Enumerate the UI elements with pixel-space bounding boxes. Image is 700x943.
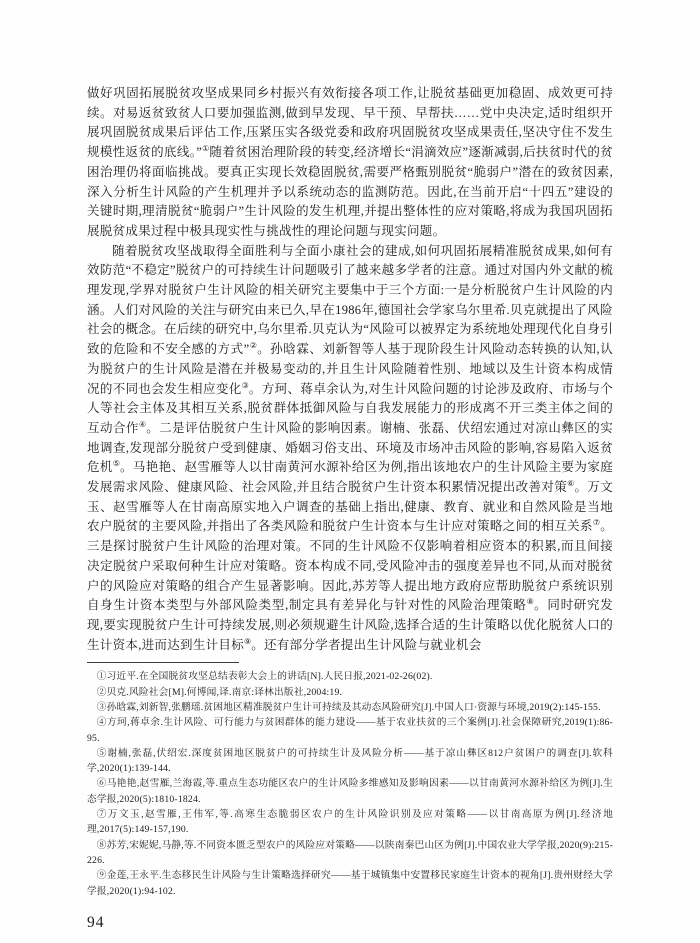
footnote-reference-mark: ⑤ xyxy=(112,459,121,469)
footnote-reference-mark: ③ xyxy=(241,380,249,390)
footnote-separator xyxy=(87,662,239,663)
footnote-item: ④方珂,蒋卓余.生计风险、可行能力与贫困群体的能力建设——基于农业扶贫的三个案例[J].社会保障研究,2019(1):86-95. xyxy=(87,717,613,744)
body-paragraph: 随着脱贫攻坚战取得全面胜利与全面小康社会的建成,如何巩固拓展精准脱贫成果,如何有效防范“不稳定”脱贫户的可持续生计问题吸引了越来越多学者的注意。通过对国内外文献的梳理发现,学界对脱贫户生计风险的相关研究主要集中于三个方面:一是分析脱贫户生计风险的内涵。人们对风险的关注与研究由来已久,早在1986年,德国社会学家乌尔里希.贝克就提出了风险社会的概念。在后续的研究中,乌尔里希.贝克认为“风险可以被界定为系统地处理现代化自身引致的危险和不安全感的方式”②。孙晗霖、刘新智等人基于现阶段生计风险动态转换的认知,认为脱贫户的生计风险是潜在并极易变动的,并且生计风险随着性别、地域以及生计资本构成情况的不同也会发生相应变化③。方珂、蒋卓余认为,对生计风险问题的讨论涉及政府、市场与个人等社会主体及其相互关系,脱贫群体抵御风险与自我发展能力的形成离不开三类主体之间的互动合作④。二是评估脱贫户生计风险的影响因素。谢楠、张磊、伏绍宏通过对凉山彝区的实地调查,发现部分脱贫户受到健康、婚姻习俗支出、环境及市场冲击风险的影响,容易陷入返贫危机⑤。马艳艳、赵雪雁等人以甘南黄河水源补给区为例,指出该地农户的生计风险主要为家庭发展需求风险、健康风险、社会风险,并且结合脱贫户生计资本积累情况提出改善对策⑥。万文玉、赵雪雁等人在甘南高原实地入户调查的基础上指出,健康、教育、就业和自然风险是当地农户脱贫的主要风险,并指出了各类风险和脱贫户生计资本与生计应对策略之间的相互关系⑦。三是探讨脱贫户生计风险的治理对策。不同的生计风险不仅影响着相应资本的积累,而且间接决定脱贫户采取何种生计应对策略。资本构成不同,受风险冲击的强度差异也不同,从而对脱贫户的风险应对策略的组合产生显著影响。因此,苏芳等人提出地方政府应帮助脱贫户系统识别自身生计资本类型与外部风险类型,制定具有差异化与针对性的风险治理策略⑧。同时研究发现,要实现脱贫户生计可持续发展,则必须规避生计风险,选择合适的生计策略以优化脱贫人口的生计资本,进而达到生计目标⑨。还有部分学者提出生计风险与就业机会 xyxy=(87,243,614,652)
footnote-item: ②贝克.风险社会[M].何博闻,译.南京:译林出版社,2004:19. xyxy=(96,686,343,698)
footnote-reference-mark: ⑥ xyxy=(567,478,575,488)
footnotes xyxy=(87,669,613,898)
page-number: 94 xyxy=(87,913,105,931)
footnote-item: ⑧苏芳,宋妮妮,马静,等.不同资本匮乏型农户的风险应对策略——以陕南秦巴山区为例[J].中国农业大学学报,2020(9):215-226. xyxy=(87,839,613,866)
footnote-item: ③孙晗霖,刘新智,张鹏瑶.贫困地区精准脱贫户生计可持续及其动态风险研究[J].中国人口·资源与环境,2019(2):145-155. xyxy=(96,701,601,713)
footnote-item: ⑤谢楠,张磊,伏绍宏.深度贫困地区脱贫户的可持续生计及风险分析——基于凉山彝区812户贫困户的调查[J].软科学,2020(1):139-144. xyxy=(87,747,613,775)
footnote-item: ⑨金莲,王永平.生态移民生计风险与生计策略选择研究——基于城镇集中安置移民家庭生计资本的视角[J].贵州财经大学学报,2020(1):94-102. xyxy=(87,870,613,897)
footnote-reference-mark: ⑧ xyxy=(526,597,535,607)
footnote-reference-mark: ④ xyxy=(138,419,147,429)
footnote-item: ⑦万文玉,赵雪雁,王伟军,等.高寒生态脆弱区农户的生计风险识别及应对策略——以甘南高原为例[J].经济地理,2017(5):149-157,190. xyxy=(87,809,613,836)
footnote-reference-mark: ⑦ xyxy=(592,518,601,528)
footnote-reference-mark: ② xyxy=(249,340,258,350)
footnote-item: ①习近平.在全国脱贫攻坚总结表彰大会上的讲话[N].人民日报,2021-02-26(02). xyxy=(96,671,433,683)
page-content xyxy=(87,84,613,932)
footnote-item: ⑥马艳艳,赵雪雁,兰海霞,等.重点生态功能区农户的生计风险多维感知及影响因素——以甘南黄河水源补给区为例[J].生态学报,2020(5):1810-1824. xyxy=(87,778,613,805)
body-text xyxy=(87,84,613,655)
body-paragraph: 做好巩固拓展脱贫攻坚成果同乡村振兴有效衔接各项工作,让脱贫基础更加稳固、成效更可持续。对易返贫致贫人口要加强监测,做到早发现、早干预、早帮扶……党中央决定,适时组织开展巩固脱贫成果后评估工作,压紧压实各级党委和政府巩固脱贫攻坚成果责任,坚决守住不发生规模性返贫的底线。”①随着贫困治理阶段的转变,经济增长“涓滴效应”逐渐减弱,后扶贫时代的贫困治理仍将面临挑战。要真正实现长效稳固脱贫,需要严格甄别脱贫“脆弱户”潜在的致贫因素,深入分析生计风险的产生机理并予以系统动态的监测防范。因此,在当前开启“十四五”建设的关键时期,理清脱贫“脆弱户”生计风险的发生机理,并提出整体性的应对策略,将成为我国巩固拓展脱贫成果过程中极具现实性与挑战性的理论问题与现实问题。 xyxy=(87,86,613,238)
footnote-reference-mark: ⑨ xyxy=(244,636,252,646)
footnote-reference-mark: ① xyxy=(202,143,210,153)
